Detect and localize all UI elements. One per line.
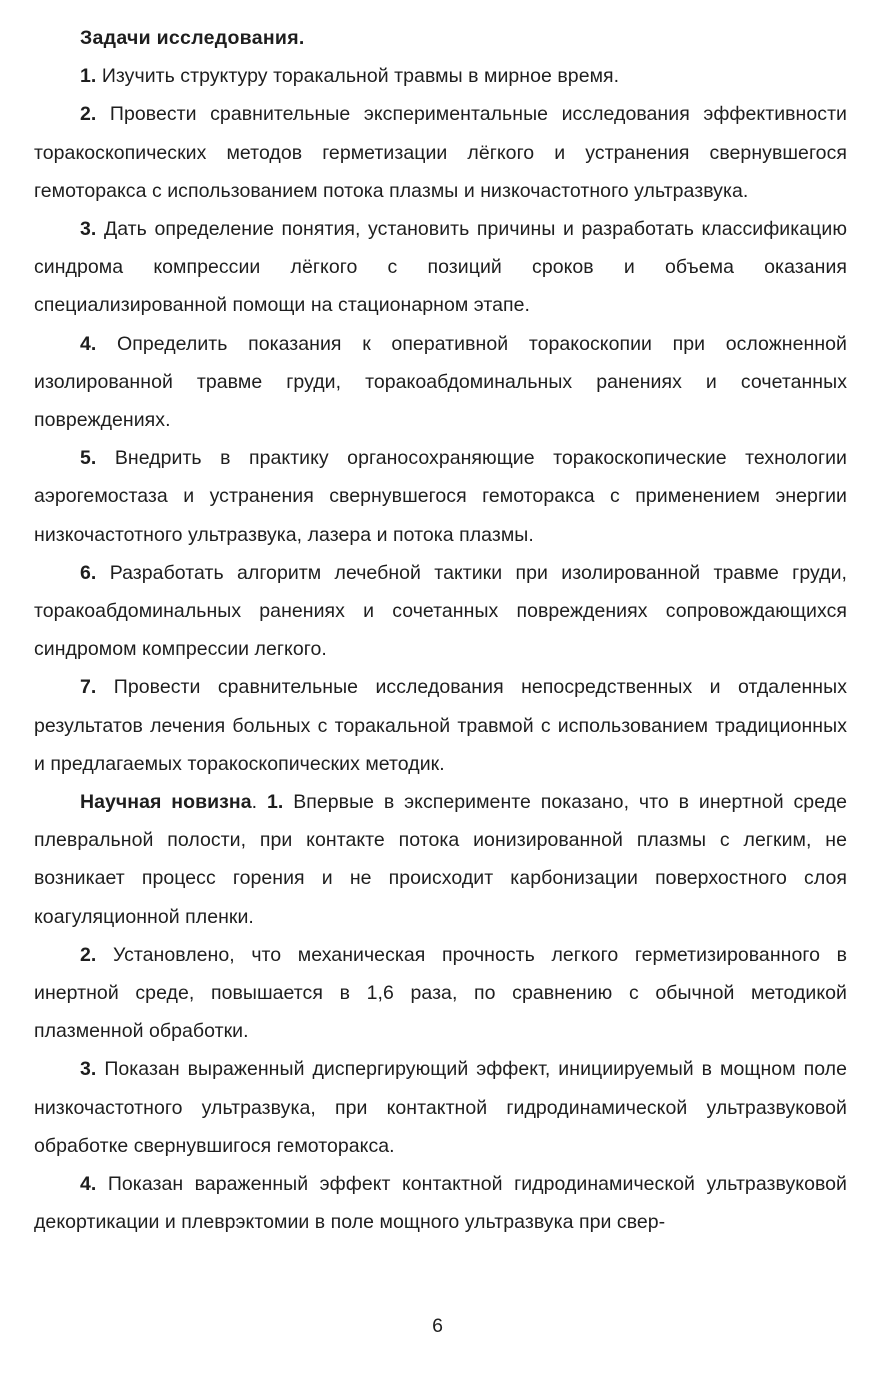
task-number: 4. [80,332,97,355]
novelty-number: 1. [266,791,284,814]
novelty-text: Установлено, что механическая прочность легкого герметизированного в инертной среде, повышается в 1,6 раза, по сравнению с обычной методикой плазменной обработки. [34,943,847,1043]
task-number: 3. [80,218,97,241]
task-number: 7. [80,676,97,699]
novelty-separator: . [251,791,267,814]
novelty-paragraph-3 [34,1050,847,1165]
task-item-6 [34,554,847,669]
task-number: 6. [80,561,97,584]
task-item-4 [34,325,847,440]
novelty-text: Впервые в эксперименте показано, что в инертной среде плевральной полости, при контакте потока ионизированной плазмы с легким, не возникает процесс горения и не происходит карбонизации поверхостного слоя коагуляционной пленки. [34,791,847,928]
task-item-3 [34,210,847,325]
task-text: Определить показания к оперативной торакоскопии при осложненной изолированной травме груди, торакоабдоминальных ранениях и сочетанных повреждениях. [34,332,847,432]
task-number: 2. [80,103,97,126]
task-text: Изучить структуру торакальной травмы в мирное время. [96,65,620,88]
novelty-text: Показан вараженный эффект контактной гидродинамической ультразвуковой декортикации и плеврэктомии в поле мощного ультразвука при свер- [34,1173,847,1234]
page-number: 6 [432,1315,443,1337]
novelty-number: 4. [80,1173,97,1196]
task-item-5 [34,439,847,554]
novelty-paragraph-2 [34,936,847,1051]
task-text: Провести сравнительные экспериментальные исследования эффективности торакоскопических методов герметизации лёгкого и устранения свернувшегося гемоторакса с использованием потока плазмы и низкочастотного ультразвука. [34,103,847,202]
task-text: Внедрить в практику органосохраняющие торакоскопические технологии аэрогемостаза и устранения свернувшегося гемоторакса с применением энергии низкочастотного ультразвука, лазера и потока плазмы. [34,447,847,546]
novelty-paragraph-1 [34,783,847,936]
novelty-text: Показан выраженный диспергирующий эффект, инициируемый в мощном поле низкочастотного ультразвука, при контактной гидродинамической ультразвуковой обработке свернувшигося гемоторакса. [34,1058,847,1157]
task-item-7 [34,668,847,783]
novelty-paragraph-4 [34,1165,847,1241]
task-number: 5. [80,447,97,470]
novelty-number: 2. [80,943,97,966]
task-text: Разработать алгоритм лечебной тактики при изолированной травме груди, торакоабдоминальных ранениях и сочетанных повреждениях сопровождающихся синдромом компрессии легкого. [34,561,847,661]
task-text: Провести сравнительные исследования непосредственных и отдаленных результатов лечения больных с торакальной травмой с использованием традиционных и предлагаемых торакоскопических методик. [34,676,847,775]
novelty-number: 3. [80,1058,97,1081]
document-page [34,19,847,1242]
task-item-2 [34,95,847,210]
novelty-label: Научная новизна [80,791,252,814]
task-number: 1. [80,65,97,88]
task-text: Дать определение понятия, установить причины и разработать классификацию синдрома компрессии лёгкого с позиций сроков и объема оказания специализированной помощи на стационарном этапе. [34,218,847,317]
task-item-1 [34,57,847,95]
section-heading: Задачи исследования. [80,27,305,49]
